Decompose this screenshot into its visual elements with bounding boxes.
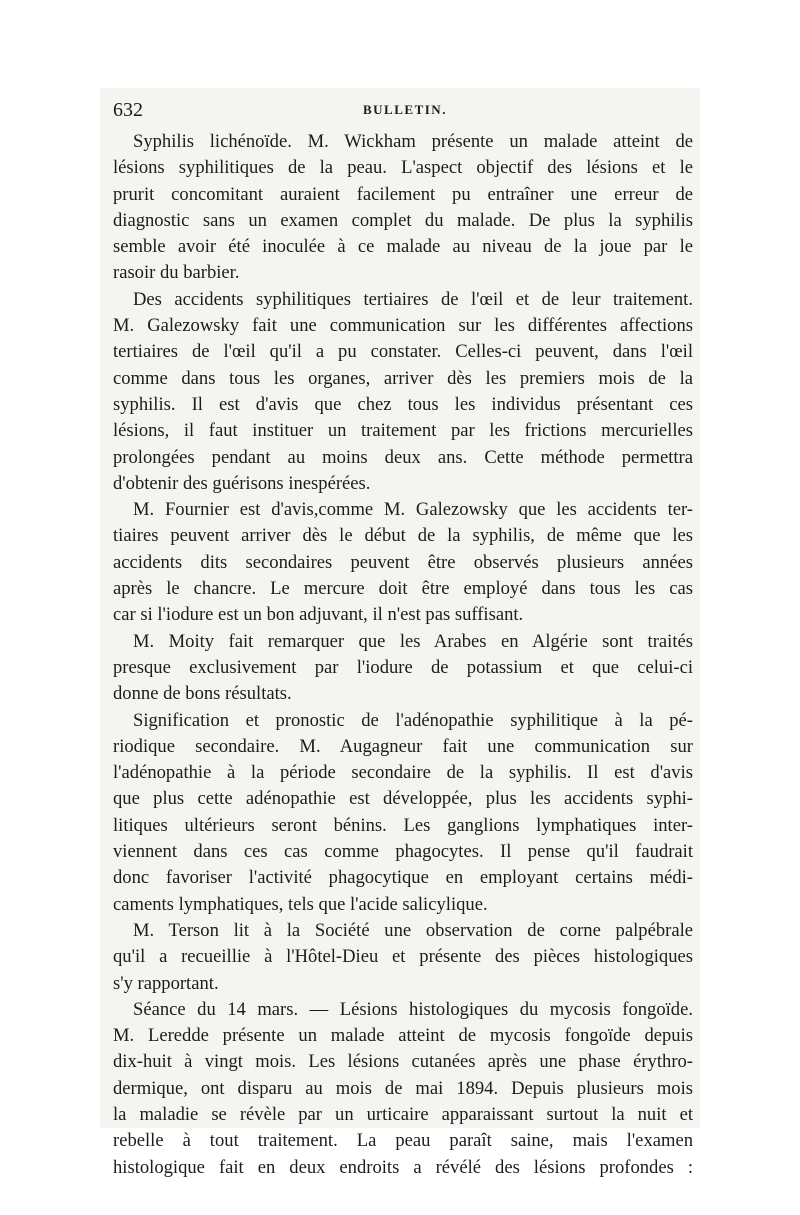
text-line: après le chancre. Le mercure doit être employé dans tous les cas [113,578,693,600]
text-line: viennent dans ces cas comme phagocytes. Il pense qu'il faudrait [113,841,693,863]
text-line: rebelle à tout traitement. La peau paraît saine, mais l'examen [113,1130,693,1152]
text-line: M. Galezowsky fait une communication sur les différentes affections [113,315,693,337]
text-line: rasoir du barbier. [113,262,240,284]
text-line: M. Leredde présente un malade atteint de mycosis fongoïde depuis [113,1025,693,1047]
text-line: prurit concomitant auraient facilement pu entraîner une erreur de [113,183,693,205]
text-line: Des accidents syphilitiques tertiaires de l'œil et de leur traitement. [133,288,693,310]
text-line: syphilis. Il est d'avis que chez tous les individus présentant ces [113,393,693,415]
text-line: M. Fournier est d'avis,comme M. Galezowsky que les accidents ter- [133,499,693,521]
text-line: presque exclusivement par l'iodure de potassium et que celui-ci [113,656,693,678]
text-line: d'obtenir des guérisons inespérées. [113,472,371,494]
text-line: lésions syphilitiques de la peau. L'aspect objectif des lésions et le [113,157,693,179]
text-line: s'y rapportant. [113,972,219,994]
text-line: qu'il a recueillie à l'Hôtel-Dieu et présente des pièces histologiques [113,946,693,968]
text-line: M. Moity fait remarquer que les Arabes en Algérie sont traités [133,630,693,652]
text-line: tiaires peuvent arriver dès le début de la syphilis, de même que les [113,525,693,547]
text-line: diagnostic sans un examen complet du malade. De plus la syphilis [113,209,693,231]
text-line: l'adénopathie à la période secondaire de la syphilis. Il est d'avis [113,762,693,784]
text-line: la maladie se révèle par un urticaire apparaissant surtout la nuit et [113,1103,693,1125]
text-line: Signification et pronostic de l'adénopathie syphilitique à la pé- [133,709,693,731]
page-number: 632 [113,99,143,121]
text-line: M. Terson lit à la Société une observation de corne palpébrale [133,919,693,941]
text-line: dermique, ont disparu au mois de mai 1894. Depuis plusieurs mois [113,1077,693,1099]
page-header [113,96,693,124]
text-line: lésions, il faut instituer un traitement par les frictions mercurielles [113,420,693,442]
text-line: Syphilis lichénoïde. M. Wickham présente un malade atteint de [133,131,693,152]
text-line: accidents dits secondaires peuvent être observés plusieurs années [113,551,693,573]
body-text [113,129,693,1181]
text-line: donne de bons résultats. [113,683,292,705]
running-title: BULLETIN. [363,102,447,117]
text-line: histologique fait en deux endroits a révélé des lésions profondes : [113,1156,693,1178]
text-line: comme dans tous les organes, arriver dès les premiers mois de la [113,367,693,389]
text-line: dix-huit à vingt mois. Les lésions cutanées après une phase érythro- [113,1051,693,1073]
text-line: prolongées pendant au moins deux ans. Cette méthode permettra [113,446,693,468]
text-line: litiques ultérieurs seront bénins. Les ganglions lymphatiques inter- [113,814,693,836]
text-line: car si l'iodure est un bon adjuvant, il n'est pas suffisant. [113,604,524,626]
text-line: caments lymphatiques, tels que l'acide salicylique. [113,893,488,915]
text-line: Séance du 14 mars. — Lésions histologiques du mycosis fongoïde. [133,998,693,1020]
text-line: riodique secondaire. M. Augagneur fait une communication sur [113,735,693,757]
text-line: semble avoir été inoculée à ce malade au niveau de la joue par le [113,236,693,258]
text-line: tertiaires de l'œil qu'il a pu constater. Celles-ci peuvent, dans l'œil [113,341,693,363]
text-line: donc favoriser l'activité phagocytique en employant certains médi- [113,867,693,889]
text-line: que plus cette adénopathie est développée, plus les accidents syphi- [113,788,693,810]
